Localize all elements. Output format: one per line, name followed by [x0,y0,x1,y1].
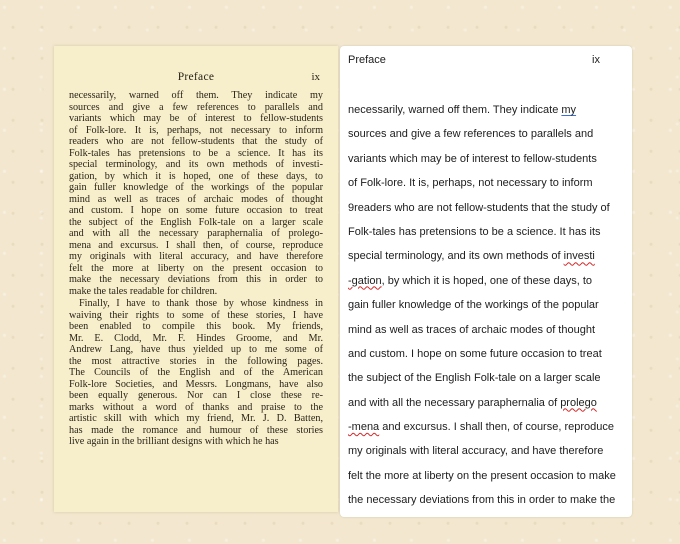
scan-page-header [69,68,323,90]
scan-text-block [69,90,323,448]
scan-line: my originals with literal accuracy, and have therefore [69,251,323,262]
doc-line[interactable]: Folk-tales has pretensions to be a science. It has its [348,225,601,238]
grammar-mark[interactable]: my [561,104,577,116]
scan-line: felt the more at liberty on the present occasion to [69,262,323,274]
scan-line: of Folk-lore. It is, perhaps, not necessary to inform [69,124,323,136]
doc-line[interactable]: variants which may be of interest to fellow-students [348,152,597,165]
doc-line[interactable]: gain fuller knowledge of the workings of the popular [348,299,599,312]
transcribed-document[interactable] [340,46,632,517]
scan-line: Folk-lore Societies, and Messrs. Longmans, have also [69,378,323,390]
spelling-error-mark[interactable]: -mena [348,421,380,434]
scan-line: readers who are not fellow-students that the study of [69,136,323,147]
doc-line[interactable]: special terminology, and its own methods of investi [348,250,595,263]
doc-line[interactable]: of Folk-lore. It is, perhaps, not necessary to inform [348,177,593,190]
scan-line: live again in the brilliant designs with which he has [69,436,279,447]
doc-header-title: Preface [348,54,386,66]
doc-line[interactable]: 9readers who are not fellow-students that the study of [348,201,610,214]
scan-line: the most attractive stories in the following pages. [69,355,323,367]
scan-header-title: Preface [177,71,215,83]
scan-line: gain fuller knowledge of the workings of the popular [69,182,323,193]
scan-line: has made the romance and humour of these stories [69,424,323,436]
scan-line: been enabled to compile this book. My friends, [69,321,323,332]
spelling-error-mark[interactable]: investi [563,250,595,263]
doc-line[interactable]: -mena and excursus. I shall then, of course, reproduce [348,421,614,434]
scan-line: gation, by which it is hoped, one of these days, to [69,170,323,182]
doc-line[interactable]: and with all the necessary paraphernalia of prolego [348,396,597,409]
spelling-error-mark[interactable]: -gation [348,274,382,287]
scan-line: been equally generous. Nor can I close these re- [69,390,323,401]
doc-line[interactable]: mind as well as traces of archaic modes of thought [348,323,596,336]
scan-line: artistic skill with which my friend, Mr. J. D. Batten, [69,413,323,424]
scan-page-number: ix [311,71,320,83]
doc-line[interactable]: necessarily, warned off them. They indicate my [348,104,577,116]
scan-line: special terminology, and its own methods of investi- [69,159,323,170]
doc-line[interactable]: the subject of the English Folk-tale on a larger scale [348,372,601,385]
scanned-page [54,46,338,512]
scan-line: and custom. I hope on some future occasion to treat [69,205,323,216]
spelling-error-mark[interactable]: prolego [560,396,597,409]
scan-line: variants which may be of interest to fellow-students [69,113,323,124]
doc-line[interactable]: my originals with literal accuracy, and have therefore [348,445,604,458]
doc-page-number: ix [592,54,600,66]
scan-line: make the necessary deviations from this in order to [69,274,323,285]
doc-page-header [340,46,632,70]
scan-line: the subject of the English Folk-tale on a larger scale [69,216,323,228]
scan-line: Mr. E. Clodd, Mr. F. Hindes Groome, and Mr. [69,332,323,344]
scan-line: Andrew Lang, have thus yielded up to me some of [69,344,323,355]
doc-line[interactable]: -gation, by which it is hoped, one of these days, to [348,274,592,287]
scan-line: marks without a word of thanks and praise to the [69,401,323,413]
scan-line: mena and excursus. I shall then, of course, reproduce [69,239,323,251]
scan-line: Folk-tales has pretensions to be a science. It has its [69,147,323,159]
doc-text-block[interactable] [348,98,632,513]
doc-line[interactable]: the necessary deviations from this in order to make the [348,494,616,507]
scan-line: waiving their rights to some of these stories, I have [69,309,323,321]
doc-line[interactable]: and custom. I hope on some future occasion to treat [348,347,602,360]
scan-line: and with all the necessary paraphernalia of prolego- [69,228,323,239]
scan-line: necessarily, warned off them. They indicate my [69,90,323,101]
scan-line: The Councils of the English and of the American [69,367,323,378]
doc-line[interactable]: felt the more at liberty on the present occasion to make [348,469,616,482]
scan-line: make the tales readable for children. [69,285,218,297]
scan-line: mind as well as traces of archaic modes of thought [69,193,323,205]
doc-line[interactable]: sources and give a few references to parallels and [348,128,594,141]
scan-line: Finally, I have to thank those by whose kindness in [79,298,323,309]
scan-line: sources and give a few references to parallels and [69,101,323,113]
